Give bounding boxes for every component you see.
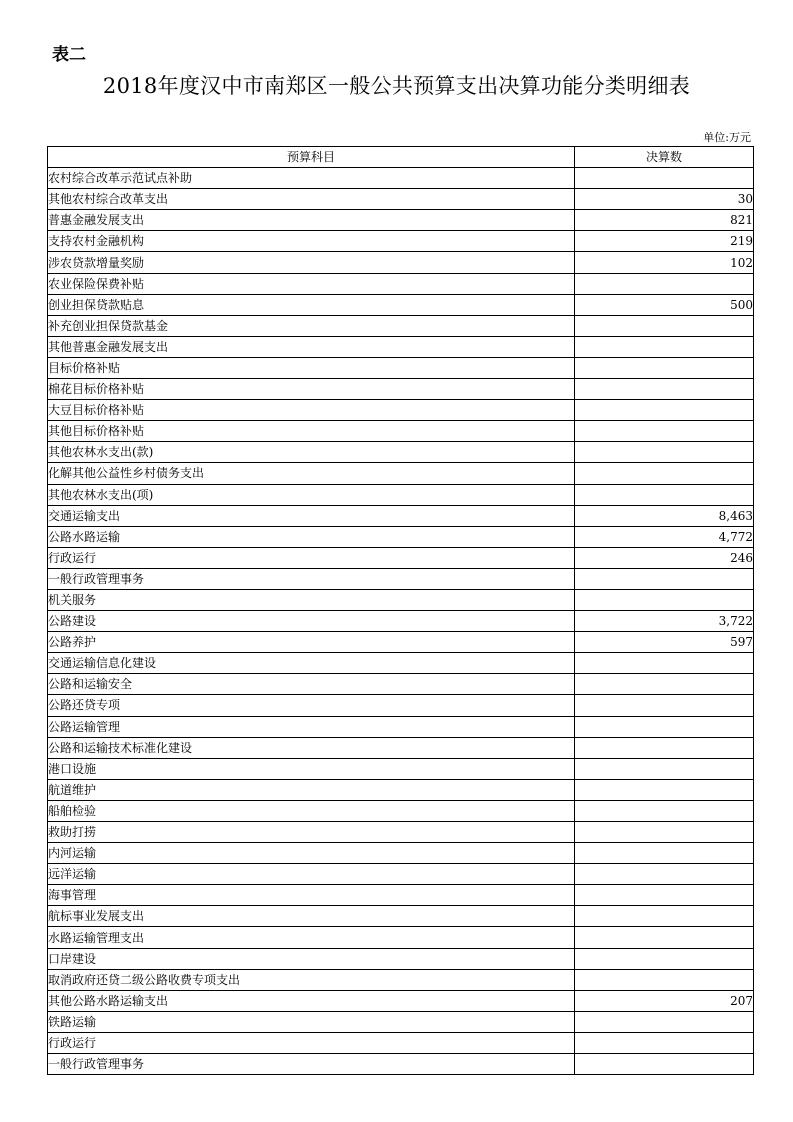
final-amount-cell bbox=[575, 927, 754, 948]
budget-subject-cell: 大豆目标价格补贴 bbox=[48, 400, 575, 421]
table-row bbox=[48, 822, 754, 843]
budget-subject-cell: 机关服务 bbox=[48, 589, 575, 610]
budget-subject-cell: 港口设施 bbox=[48, 758, 575, 779]
final-amount-cell bbox=[575, 168, 754, 189]
budget-subject-cell: 行政运行 bbox=[48, 1032, 575, 1053]
budget-subject-cell: 交通运输支出 bbox=[48, 505, 575, 526]
budget-subject-cell: 取消政府还贷二级公路收费专项支出 bbox=[48, 969, 575, 990]
table-row bbox=[48, 779, 754, 800]
table-row bbox=[48, 252, 754, 273]
table-row bbox=[48, 800, 754, 821]
budget-subject-cell: 公路和运输安全 bbox=[48, 674, 575, 695]
table-row bbox=[48, 906, 754, 927]
table-row bbox=[48, 568, 754, 589]
unit-label: 单位:万元 bbox=[703, 131, 751, 144]
final-amount-cell bbox=[575, 779, 754, 800]
final-amount-cell: 30 bbox=[575, 189, 754, 210]
budget-subject-cell: 铁路运输 bbox=[48, 1011, 575, 1032]
final-amount-cell bbox=[575, 568, 754, 589]
budget-subject-cell: 目标价格补贴 bbox=[48, 357, 575, 378]
budget-subject-cell: 救助打捞 bbox=[48, 822, 575, 843]
budget-subject-cell: 农村综合改革示范试点补助 bbox=[48, 168, 575, 189]
table-row bbox=[48, 273, 754, 294]
final-amount-cell: 4,772 bbox=[575, 526, 754, 547]
budget-subject-cell: 公路和运输技术标准化建设 bbox=[48, 737, 575, 758]
final-amount-cell bbox=[575, 674, 754, 695]
final-amount-cell bbox=[575, 800, 754, 821]
table-row bbox=[48, 400, 754, 421]
budget-subject-cell: 农业保险保费补贴 bbox=[48, 273, 575, 294]
final-amount-cell bbox=[575, 357, 754, 378]
final-amount-cell bbox=[575, 442, 754, 463]
final-amount-cell: 821 bbox=[575, 210, 754, 231]
budget-subject-cell: 普惠金融发展支出 bbox=[48, 210, 575, 231]
final-amount-cell bbox=[575, 843, 754, 864]
final-amount-cell bbox=[575, 463, 754, 484]
table-row bbox=[48, 737, 754, 758]
budget-subject-cell: 船舶检验 bbox=[48, 800, 575, 821]
table-row bbox=[48, 611, 754, 632]
budget-subject-cell: 其他农林水支出(项) bbox=[48, 484, 575, 505]
table-row bbox=[48, 421, 754, 442]
table-header-row bbox=[48, 147, 754, 168]
budget-subject-cell: 航标事业发展支出 bbox=[48, 906, 575, 927]
budget-subject-cell: 海事管理 bbox=[48, 885, 575, 906]
budget-subject-cell: 涉农贷款增量奖励 bbox=[48, 252, 575, 273]
final-amount-cell bbox=[575, 336, 754, 357]
budget-subject-cell: 其他普惠金融发展支出 bbox=[48, 336, 575, 357]
table-row bbox=[48, 1011, 754, 1032]
budget-subject-cell: 其他目标价格补贴 bbox=[48, 421, 575, 442]
table-row bbox=[48, 843, 754, 864]
table-row bbox=[48, 357, 754, 378]
final-amount-cell: 597 bbox=[575, 632, 754, 653]
final-amount-cell bbox=[575, 948, 754, 969]
final-amount-cell: 207 bbox=[575, 990, 754, 1011]
final-amount-cell bbox=[575, 716, 754, 737]
final-amount-cell bbox=[575, 400, 754, 421]
table-body bbox=[48, 168, 754, 1075]
table-row bbox=[48, 927, 754, 948]
final-amount-cell bbox=[575, 695, 754, 716]
table-row bbox=[48, 589, 754, 610]
final-amount-cell bbox=[575, 315, 754, 336]
final-amount-cell: 102 bbox=[575, 252, 754, 273]
table-row bbox=[48, 632, 754, 653]
budget-subject-cell: 公路建设 bbox=[48, 611, 575, 632]
final-amount-cell bbox=[575, 822, 754, 843]
final-amount-cell bbox=[575, 969, 754, 990]
table-row bbox=[48, 695, 754, 716]
table-row bbox=[48, 505, 754, 526]
table-row bbox=[48, 547, 754, 568]
budget-subject-cell: 化解其他公益性乡村债务支出 bbox=[48, 463, 575, 484]
table-row bbox=[48, 379, 754, 400]
final-amount-cell bbox=[575, 737, 754, 758]
final-amount-cell bbox=[575, 885, 754, 906]
budget-table bbox=[47, 146, 754, 1075]
budget-subject-cell: 口岸建设 bbox=[48, 948, 575, 969]
table-row bbox=[48, 231, 754, 252]
final-amount-cell: 3,722 bbox=[575, 611, 754, 632]
table-row bbox=[48, 189, 754, 210]
table-row bbox=[48, 758, 754, 779]
table-row bbox=[48, 948, 754, 969]
table-row bbox=[48, 1054, 754, 1075]
final-amount-cell bbox=[575, 589, 754, 610]
budget-subject-cell: 一般行政管理事务 bbox=[48, 568, 575, 589]
table-row bbox=[48, 168, 754, 189]
budget-subject-cell: 其他公路水路运输支出 bbox=[48, 990, 575, 1011]
table-row bbox=[48, 674, 754, 695]
budget-subject-cell: 创业担保贷款贴息 bbox=[48, 294, 575, 315]
final-amount-cell: 219 bbox=[575, 231, 754, 252]
table-row bbox=[48, 716, 754, 737]
final-amount-cell: 8,463 bbox=[575, 505, 754, 526]
column-header-subject: 预算科目 bbox=[48, 147, 575, 168]
table-row bbox=[48, 653, 754, 674]
budget-subject-cell: 棉花目标价格补贴 bbox=[48, 379, 575, 400]
budget-subject-cell: 行政运行 bbox=[48, 547, 575, 568]
budget-subject-cell: 公路还贷专项 bbox=[48, 695, 575, 716]
budget-subject-cell: 公路运输管理 bbox=[48, 716, 575, 737]
final-amount-cell bbox=[575, 273, 754, 294]
table-row bbox=[48, 990, 754, 1011]
budget-subject-cell: 其他农村综合改革支出 bbox=[48, 189, 575, 210]
budget-subject-cell: 支持农村金融机构 bbox=[48, 231, 575, 252]
table-row bbox=[48, 969, 754, 990]
table-row bbox=[48, 484, 754, 505]
table-row bbox=[48, 315, 754, 336]
budget-subject-cell: 公路水路运输 bbox=[48, 526, 575, 547]
table-row bbox=[48, 210, 754, 231]
table-row bbox=[48, 526, 754, 547]
table-row bbox=[48, 864, 754, 885]
final-amount-cell bbox=[575, 379, 754, 400]
final-amount-cell bbox=[575, 758, 754, 779]
final-amount-cell bbox=[575, 864, 754, 885]
table-row bbox=[48, 885, 754, 906]
final-amount-cell bbox=[575, 906, 754, 927]
table-row bbox=[48, 336, 754, 357]
budget-subject-cell: 公路养护 bbox=[48, 632, 575, 653]
table-row bbox=[48, 294, 754, 315]
budget-subject-cell: 其他农林水支出(款) bbox=[48, 442, 575, 463]
table-row bbox=[48, 463, 754, 484]
budget-subject-cell: 远洋运输 bbox=[48, 864, 575, 885]
budget-subject-cell: 交通运输信息化建设 bbox=[48, 653, 575, 674]
table-row bbox=[48, 442, 754, 463]
table-row bbox=[48, 1032, 754, 1053]
table-label: 表二 bbox=[52, 45, 86, 65]
budget-subject-cell: 内河运输 bbox=[48, 843, 575, 864]
final-amount-cell bbox=[575, 653, 754, 674]
final-amount-cell bbox=[575, 1032, 754, 1053]
final-amount-cell: 500 bbox=[575, 294, 754, 315]
budget-subject-cell: 水路运输管理支出 bbox=[48, 927, 575, 948]
page-title: 2018年度汉中市南郑区一般公共预算支出决算功能分类明细表 bbox=[102, 74, 691, 98]
budget-subject-cell: 一般行政管理事务 bbox=[48, 1054, 575, 1075]
column-header-amount: 决算数 bbox=[575, 147, 754, 168]
final-amount-cell bbox=[575, 1054, 754, 1075]
final-amount-cell bbox=[575, 484, 754, 505]
budget-subject-cell: 补充创业担保贷款基金 bbox=[48, 315, 575, 336]
final-amount-cell: 246 bbox=[575, 547, 754, 568]
budget-subject-cell: 航道维护 bbox=[48, 779, 575, 800]
final-amount-cell bbox=[575, 421, 754, 442]
final-amount-cell bbox=[575, 1011, 754, 1032]
